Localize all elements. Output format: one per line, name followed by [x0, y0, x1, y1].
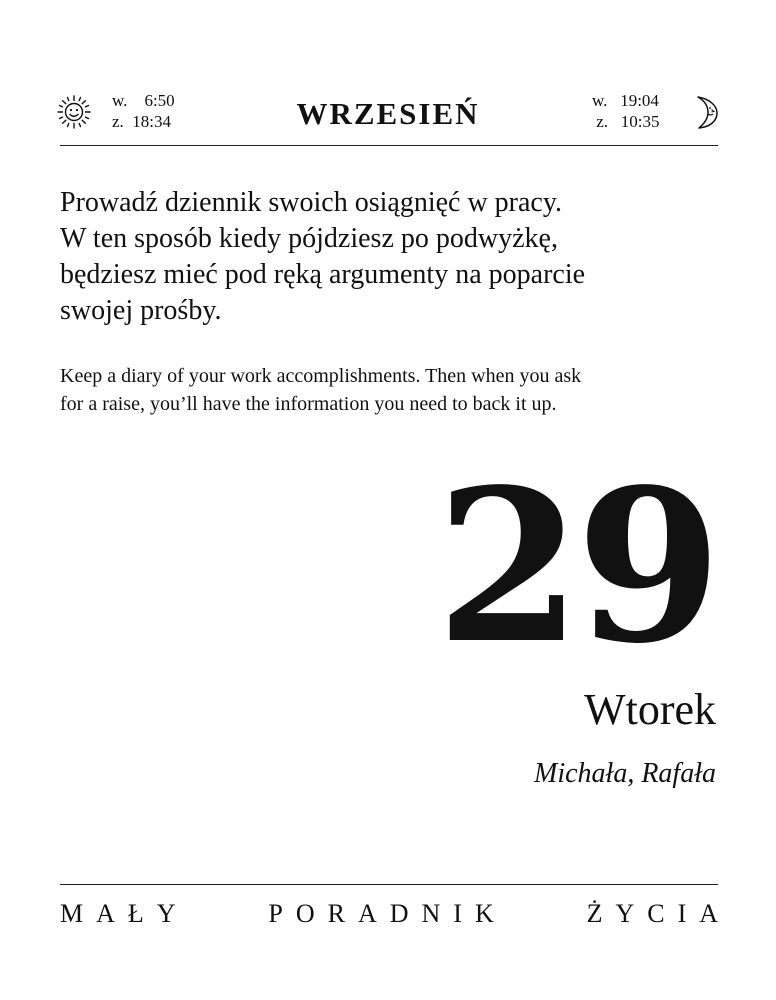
calendar-header — [0, 0, 776, 150]
moonset-time: 10:35 — [620, 112, 660, 131]
footer-divider — [60, 884, 718, 885]
quote-polish-line: W ten sposób kiedy pójdziesz po podwyżkę, — [60, 223, 558, 254]
moonrise-label: w. — [592, 91, 608, 110]
quote-english — [60, 362, 740, 418]
namedays: Michała, Rafała — [534, 758, 716, 789]
day-number: 29 — [435, 443, 716, 690]
weekday: Wtorek — [584, 685, 716, 734]
quote-polish-line: będziesz mieć pod ręką argumenty na poparcie — [60, 259, 586, 290]
month-title: WRZESIEŃ — [296, 96, 480, 131]
footer-word: MAŁY — [60, 899, 189, 928]
sunset-label: z. — [112, 112, 124, 131]
quote-polish-line: swojej prośby. — [60, 295, 222, 326]
quote-polish-line: Prowadź dziennik swoich osiągnięć w pracy. — [60, 187, 563, 218]
quote-english-line: for a raise, you’ll have the information you need to back it up. — [60, 393, 557, 415]
quote-english-line: Keep a diary of your work accomplishments. Then when you ask — [60, 365, 582, 387]
quote-polish — [60, 185, 740, 329]
moon-icon — [686, 94, 722, 130]
footer-title — [60, 898, 731, 930]
sunrise-label: w. — [112, 91, 128, 110]
moon-times — [592, 90, 660, 132]
sunset-time: 18:34 — [132, 112, 172, 131]
footer-word: PORADNIK — [268, 899, 507, 928]
sunrise-time: 6:50 — [144, 91, 175, 110]
moonrise-time: 19:04 — [620, 91, 659, 110]
header-divider — [60, 145, 718, 146]
footer-word: ŻYCIA — [586, 899, 731, 928]
moonset-label: z. — [596, 112, 609, 131]
